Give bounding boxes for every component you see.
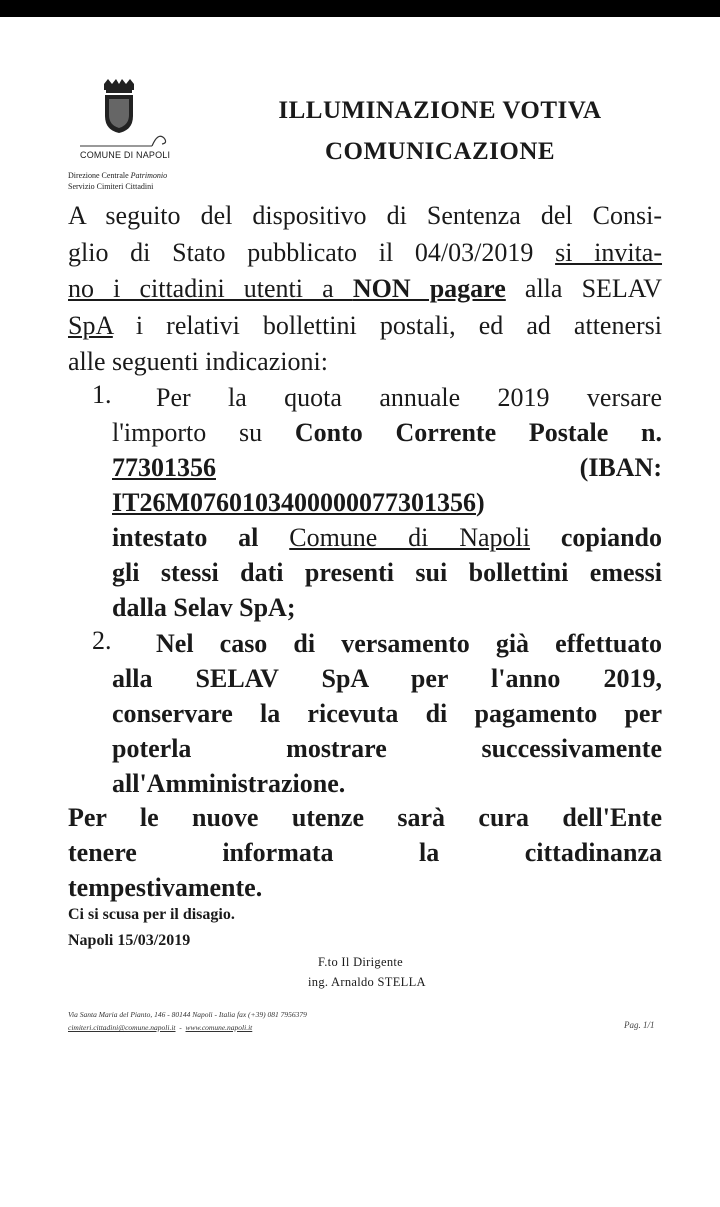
item1-line-4 (112, 485, 662, 520)
item1-line-3 (112, 450, 662, 485)
footer-email-link[interactable]: cimiteri.cittadini@comune.napoli.it (68, 1023, 176, 1032)
service-label: Servizio Cimiteri Cittadini (68, 182, 154, 191)
logo-name: COMUNE DI NAPOLI (80, 150, 171, 160)
item2-line-3: conservare la ricevuta di pagamento per (112, 699, 662, 728)
closing-line-2: tenere informata la cittadinanza (68, 838, 662, 867)
item1-line-7: dalla Selav SpA; (112, 593, 296, 622)
comune-napoli-crest-icon (100, 78, 138, 134)
item1-line-1: Per la quota annuale 2019 versare (156, 383, 662, 412)
intro-line-3 (68, 271, 662, 308)
intro-underlined: no i cittadini utenti a (68, 274, 353, 303)
item1-text: intestato al (112, 523, 290, 552)
intro-line-5: alle seguenti indicazioni: (68, 347, 328, 376)
item2-line-4: poterla mostrare successivamente (112, 734, 662, 763)
document-date: Napoli 15/03/2019 (68, 932, 191, 949)
item2-line-5: all'Amministrazione. (112, 769, 346, 798)
item1-line-6: gli stessi dati presenti sui bollettini emessi (112, 558, 662, 587)
item2-line-2: alla SELAV SpA per l'anno 2019, (112, 664, 662, 693)
item1-bold: Conto Corrente Postale n. (294, 418, 662, 447)
comune-name: Comune di Napoli (289, 523, 531, 552)
intro-bold-underlined: NON pagare (352, 274, 506, 303)
item1-line-2 (112, 415, 662, 450)
item1-line-5 (112, 520, 662, 555)
directorate-label: Direzione Centrale (68, 171, 129, 180)
intro-text: i relativi bollettini postali, ed ad attenersi (112, 310, 662, 340)
logo-wave-icon (78, 130, 170, 152)
intro-text: alla SELAV (505, 274, 662, 303)
footer-address: Via Santa Maria del Pianto, 146 - 80144 Napoli - Italia fax (+39) 081 7956379 (68, 1010, 307, 1019)
footer-web-link[interactable]: www.comune.napoli.it (185, 1023, 253, 1032)
closing-line-3: tempestivamente. (68, 873, 263, 902)
intro-line-4 (68, 308, 662, 345)
closing-paragraph (68, 800, 662, 905)
list-number-1: 1. (92, 380, 112, 409)
item1-text: ) (476, 488, 485, 517)
intro-text: glio di Stato pubblicato il 04/03/2019 (68, 237, 556, 267)
iban-label: (IBAN: (579, 453, 662, 482)
closing-line-1: Per le nuove utenze sarà cura dell'Ente (68, 803, 662, 832)
iban-code: IT26M0760103400000077301356 (112, 488, 476, 517)
status-bar (0, 0, 720, 17)
signature-name: ing. Arnaldo STELLA (308, 975, 426, 989)
item1-text: l'importo su (112, 418, 295, 447)
intro-paragraph (68, 198, 662, 381)
intro-line-1: A seguito del dispositivo di Sentenza del Consi- (68, 201, 662, 230)
account-number: 77301356 (112, 453, 216, 482)
list-item-1 (112, 380, 662, 625)
footer-contacts (68, 1023, 252, 1032)
signature-role: F.to Il Dirigente (318, 955, 403, 969)
document-subtitle: COMUNICAZIONE (324, 138, 556, 165)
intro-underlined: SpA (68, 310, 113, 340)
list-number-2: 2. (92, 626, 112, 655)
footer-separator: - (175, 1023, 186, 1032)
directorate-italic: Patrimonio (130, 171, 168, 180)
item1-text: copiando (530, 523, 662, 552)
logo-directorate (68, 170, 167, 192)
page-number: Pag. 1/1 (624, 1020, 655, 1030)
intro-underlined: si invita- (555, 237, 663, 267)
item2-line-1: Nel caso di versamento già effettuato (156, 629, 662, 658)
document-title: ILLUMINAZIONE VOTIVA (278, 97, 602, 124)
apology-text: Ci si scusa per il disagio. (68, 906, 235, 923)
intro-line-2 (68, 235, 662, 272)
list-item-2 (112, 626, 662, 801)
